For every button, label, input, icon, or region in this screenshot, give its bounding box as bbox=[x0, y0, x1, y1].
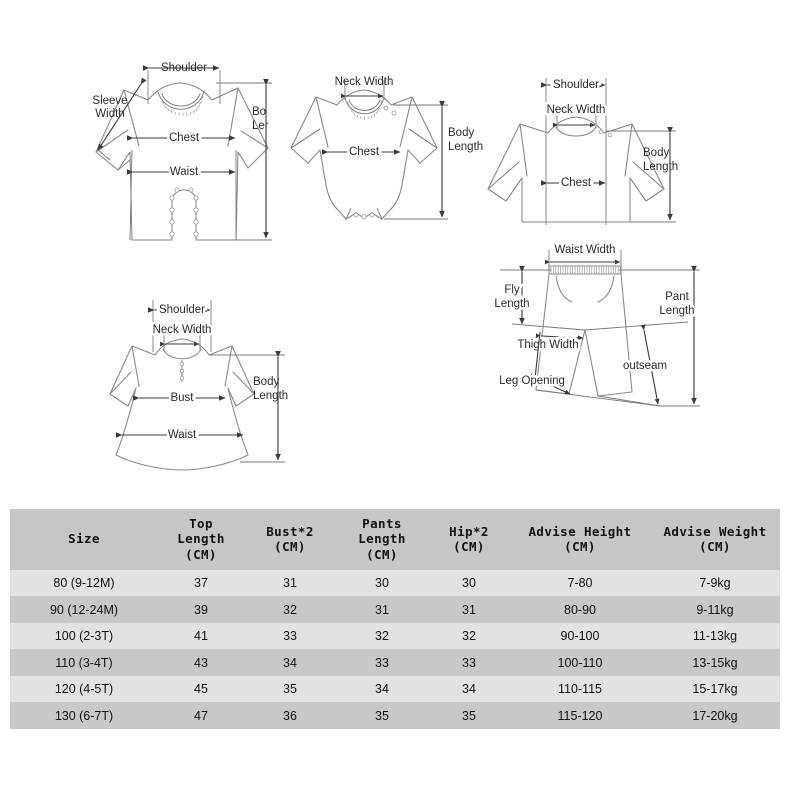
cell-bust: 31 bbox=[244, 570, 336, 597]
header-top-length-l3: (CM) bbox=[185, 546, 217, 562]
pants-label-waist-width: Waist Width bbox=[554, 244, 616, 257]
top-label-neck-width: Neck Width bbox=[546, 104, 606, 117]
cell-size: 90 (12-24M) bbox=[10, 596, 158, 623]
cell-height: 100-110 bbox=[510, 649, 650, 676]
size-table-header bbox=[10, 509, 780, 570]
romper-label-chest: Chest bbox=[168, 132, 200, 145]
top-label-body-length-line2: Length bbox=[643, 161, 679, 174]
header-bust-l2: (CM) bbox=[274, 538, 306, 554]
cell-hip: 30 bbox=[428, 570, 510, 597]
pants-label-fly-length-line2: Length bbox=[494, 298, 530, 311]
table-row bbox=[10, 702, 780, 729]
diagram-romper bbox=[92, 62, 272, 240]
header-advise-weight bbox=[650, 509, 780, 570]
cell-bust: 33 bbox=[244, 623, 336, 650]
pants-label-fly-length-line1: Fly bbox=[504, 284, 520, 297]
header-size bbox=[10, 509, 158, 570]
cell-bust: 35 bbox=[244, 676, 336, 703]
header-top-length-l1: Top bbox=[189, 516, 213, 531]
header-top-length bbox=[158, 509, 244, 570]
dress-label-neck-width: Neck Width bbox=[152, 324, 212, 337]
dress-label-shoulder: Shoulder bbox=[158, 304, 206, 317]
dress-label-body-length-line2: Length bbox=[253, 390, 289, 403]
cell-height: 80-90 bbox=[510, 596, 650, 623]
cell-pants: 34 bbox=[336, 676, 428, 703]
header-advise-height bbox=[510, 509, 650, 570]
cell-height: 7-80 bbox=[510, 570, 650, 597]
diagram-top bbox=[488, 78, 678, 225]
dress-label-body-length-line1: Body bbox=[253, 376, 280, 389]
cell-weight: 15-17kg bbox=[650, 676, 780, 703]
romper-label-body-length-line1: Bo bbox=[252, 106, 267, 119]
header-pants-length-l3: (CM) bbox=[366, 546, 398, 562]
size-table-body bbox=[10, 570, 780, 729]
cell-size: 130 (6-7T) bbox=[10, 702, 158, 729]
cell-height: 110-115 bbox=[510, 676, 650, 703]
diagram-dress bbox=[110, 300, 288, 470]
cell-pants: 33 bbox=[336, 649, 428, 676]
cell-bust: 34 bbox=[244, 649, 336, 676]
table-row bbox=[10, 570, 780, 597]
romper-label-sleeve-width-line2: Width bbox=[95, 108, 125, 121]
diagram-bodysuit bbox=[291, 76, 483, 219]
cell-height: 90-100 bbox=[510, 623, 650, 650]
cell-top: 39 bbox=[158, 596, 244, 623]
header-pants-length-l2: Length bbox=[358, 531, 406, 547]
header-hip-l1: Hip*2 bbox=[449, 523, 489, 539]
cell-top: 41 bbox=[158, 623, 244, 650]
cell-pants: 32 bbox=[336, 623, 428, 650]
header-pants-length-l1: Pants bbox=[362, 516, 402, 531]
romper-label-sleeve-width-line1: Sleeve bbox=[92, 95, 128, 108]
header-advise-height-l2: (CM) bbox=[564, 538, 596, 554]
diagram-pants bbox=[494, 244, 700, 406]
cell-size: 120 (4-5T) bbox=[10, 676, 158, 703]
header-bust bbox=[244, 509, 336, 570]
bodysuit-label-chest: Chest bbox=[348, 146, 380, 159]
bodysuit-label-neck-width: Neck Width bbox=[334, 76, 394, 89]
romper-label-shoulder: Shoulder bbox=[160, 62, 208, 75]
header-hip-l2: (CM) bbox=[453, 538, 485, 554]
cell-pants: 30 bbox=[336, 570, 428, 597]
header-top-length-l2: Length bbox=[177, 531, 225, 547]
cell-hip: 34 bbox=[428, 676, 510, 703]
cell-hip: 31 bbox=[428, 596, 510, 623]
cell-pants: 31 bbox=[336, 596, 428, 623]
romper-label-body-length-line2: Ler bbox=[252, 120, 269, 133]
header-size-l1: Size bbox=[68, 531, 100, 547]
cell-top: 37 bbox=[158, 570, 244, 597]
pants-label-pant-length-line2: Length bbox=[659, 305, 695, 318]
dress-label-waist: Waist bbox=[167, 429, 197, 442]
cell-weight: 9-11kg bbox=[650, 596, 780, 623]
header-advise-weight-l2: (CM) bbox=[699, 538, 731, 554]
cell-hip: 32 bbox=[428, 623, 510, 650]
top-label-chest: Chest bbox=[560, 177, 592, 190]
table-row bbox=[10, 596, 780, 623]
table-row bbox=[10, 649, 780, 676]
bodysuit-label-body-length-line2: Length bbox=[448, 141, 484, 154]
top-label-body-length-line1: Body bbox=[643, 147, 670, 160]
bodysuit-label-body-length-line1: Body bbox=[448, 127, 475, 140]
header-advise-height-l1: Advise Height bbox=[528, 523, 632, 539]
cell-weight: 7-9kg bbox=[650, 570, 780, 597]
header-pants-length bbox=[336, 509, 428, 570]
cell-size: 100 (2-3T) bbox=[10, 623, 158, 650]
pants-label-leg-opening: Leg Opening bbox=[499, 375, 565, 388]
dress-label-bust: Bust bbox=[170, 392, 194, 405]
cell-bust: 36 bbox=[244, 702, 336, 729]
header-bust-l1: Bust*2 bbox=[266, 523, 314, 539]
cell-weight: 13-15kg bbox=[650, 649, 780, 676]
cell-size: 110 (3-4T) bbox=[10, 649, 158, 676]
pants-label-outseam: outseam bbox=[622, 360, 668, 373]
cell-weight: 17-20kg bbox=[650, 702, 780, 729]
header-hip bbox=[428, 509, 510, 570]
table-row bbox=[10, 676, 780, 703]
pants-label-pant-length-line1: Pant bbox=[665, 291, 689, 304]
size-table-container bbox=[10, 509, 780, 729]
cell-weight: 11-13kg bbox=[650, 623, 780, 650]
cell-hip: 35 bbox=[428, 702, 510, 729]
cell-top: 43 bbox=[158, 649, 244, 676]
cell-top: 47 bbox=[158, 702, 244, 729]
cell-top: 45 bbox=[158, 676, 244, 703]
cell-bust: 32 bbox=[244, 596, 336, 623]
size-table bbox=[10, 509, 780, 729]
cell-size: 80 (9-12M) bbox=[10, 570, 158, 597]
cell-pants: 35 bbox=[336, 702, 428, 729]
table-row bbox=[10, 623, 780, 650]
header-row bbox=[10, 509, 780, 570]
header-advise-weight-l1: Advise Weight bbox=[663, 523, 767, 539]
cell-height: 115-120 bbox=[510, 702, 650, 729]
top-label-shoulder: Shoulder bbox=[552, 79, 600, 92]
pants-label-thigh-width: Thigh Width bbox=[517, 339, 579, 352]
cell-hip: 33 bbox=[428, 649, 510, 676]
romper-label-waist: Waist bbox=[169, 166, 199, 179]
